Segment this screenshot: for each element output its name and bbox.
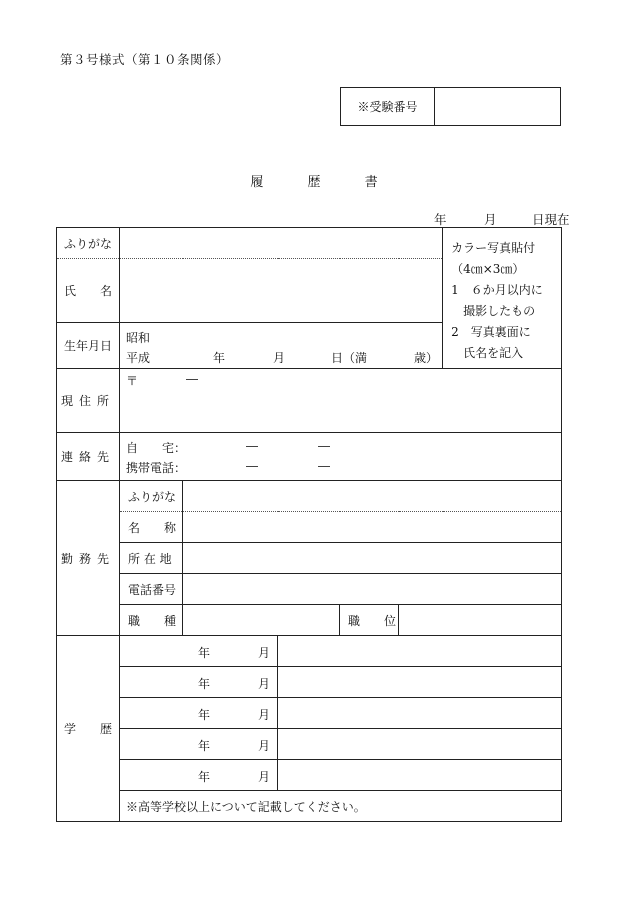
job-type-label: 職 種 bbox=[120, 605, 183, 636]
birth-month-label: 月 bbox=[273, 351, 286, 365]
home-phone-dash-2: ― bbox=[318, 439, 330, 453]
education-entry-1[interactable] bbox=[278, 636, 562, 667]
photo-note-2: （4㎝×3㎝） bbox=[451, 262, 525, 276]
photo-note-5: 2 写真裏面に bbox=[451, 325, 531, 339]
birth-field[interactable] bbox=[120, 323, 443, 369]
edu-year-label: 年 bbox=[198, 646, 211, 660]
edu-month-label: 月 bbox=[258, 677, 271, 691]
education-entry-3[interactable] bbox=[278, 698, 562, 729]
date-day-present-label: 日現在 bbox=[532, 212, 570, 227]
date-month-label: 月 bbox=[484, 212, 497, 227]
page-title bbox=[0, 171, 630, 190]
work-location-label: 所 在 地 bbox=[120, 543, 183, 574]
position-label: 職 位 bbox=[340, 605, 399, 636]
education-entry-4[interactable] bbox=[278, 729, 562, 760]
education-date-5[interactable] bbox=[120, 760, 278, 791]
work-furigana-label: ふりがな bbox=[120, 481, 183, 512]
address-label: 現住所 bbox=[57, 369, 120, 433]
form-number: 第３号様式（第１０条関係） bbox=[60, 52, 230, 67]
edu-month-label: 月 bbox=[258, 739, 271, 753]
education-entry-5[interactable] bbox=[278, 760, 562, 791]
birth-era-heisei: 平成 bbox=[126, 351, 151, 365]
education-label: 学 歴 bbox=[57, 636, 120, 822]
title-char-3: 書 bbox=[364, 175, 380, 190]
address-field[interactable] bbox=[120, 369, 562, 433]
exam-number-field[interactable] bbox=[435, 88, 561, 126]
name-label: 氏 名 bbox=[57, 259, 120, 323]
edu-year-label: 年 bbox=[198, 739, 211, 753]
education-entry-2[interactable] bbox=[278, 667, 562, 698]
education-date-2[interactable] bbox=[120, 667, 278, 698]
exam-number-box bbox=[340, 87, 561, 126]
mobile-phone-dash-2: ― bbox=[318, 459, 330, 473]
exam-number-label: ※受験番号 bbox=[341, 88, 435, 126]
contact-field[interactable] bbox=[120, 433, 562, 481]
furigana-label: ふりがな bbox=[57, 228, 120, 259]
mobile-phone-dash-1: ― bbox=[246, 459, 258, 473]
education-date-3[interactable] bbox=[120, 698, 278, 729]
home-phone-label: 自 宅： bbox=[126, 441, 187, 455]
work-furigana-field[interactable] bbox=[183, 481, 562, 512]
resume-table bbox=[56, 227, 562, 822]
edu-year-label: 年 bbox=[198, 677, 211, 691]
work-phone-label: 電話番号 bbox=[120, 574, 183, 605]
job-type-field[interactable] bbox=[183, 605, 340, 636]
furigana-field[interactable] bbox=[120, 228, 443, 259]
birth-year-label: 年 bbox=[213, 351, 226, 365]
date-year-label: 年 bbox=[434, 212, 447, 227]
birth-day-label: 日（満 bbox=[331, 351, 368, 365]
birth-age-label: 歳） bbox=[414, 351, 439, 365]
education-date-1[interactable] bbox=[120, 636, 278, 667]
title-char-1: 履 bbox=[250, 175, 266, 190]
edu-year-label: 年 bbox=[198, 770, 211, 784]
work-name-field[interactable] bbox=[183, 512, 562, 543]
postal-mark: 〒 bbox=[126, 374, 139, 388]
photo-note-4: 撮影したもの bbox=[451, 304, 536, 318]
edu-year-label: 年 bbox=[198, 708, 211, 722]
edu-month-label: 月 bbox=[258, 770, 271, 784]
contact-label: 連絡先 bbox=[57, 433, 120, 481]
work-phone-field[interactable] bbox=[183, 574, 562, 605]
postal-dash: ― bbox=[186, 372, 198, 386]
work-label: 勤務先 bbox=[57, 481, 120, 636]
photo-note-3: 1 ６か月以内に bbox=[451, 283, 543, 297]
edu-month-label: 月 bbox=[258, 646, 271, 660]
photo-note-1: カラー写真貼付 bbox=[451, 241, 536, 255]
edu-month-label: 月 bbox=[258, 708, 271, 722]
position-field[interactable] bbox=[399, 605, 562, 636]
birth-label: 生年月日 bbox=[57, 323, 120, 369]
work-name-label: 名 称 bbox=[120, 512, 183, 543]
home-phone-dash-1: ― bbox=[246, 439, 258, 453]
photo-box bbox=[443, 228, 562, 369]
title-char-2: 歴 bbox=[307, 175, 323, 190]
name-field[interactable] bbox=[120, 259, 443, 323]
work-location-field[interactable] bbox=[183, 543, 562, 574]
education-note: ※高等学校以上について記載してください。 bbox=[120, 791, 562, 822]
birth-era-showa: 昭和 bbox=[126, 331, 151, 345]
photo-note-6: 氏名を記入 bbox=[451, 346, 524, 360]
education-date-4[interactable] bbox=[120, 729, 278, 760]
mobile-phone-label: 携帯電話： bbox=[126, 461, 187, 475]
